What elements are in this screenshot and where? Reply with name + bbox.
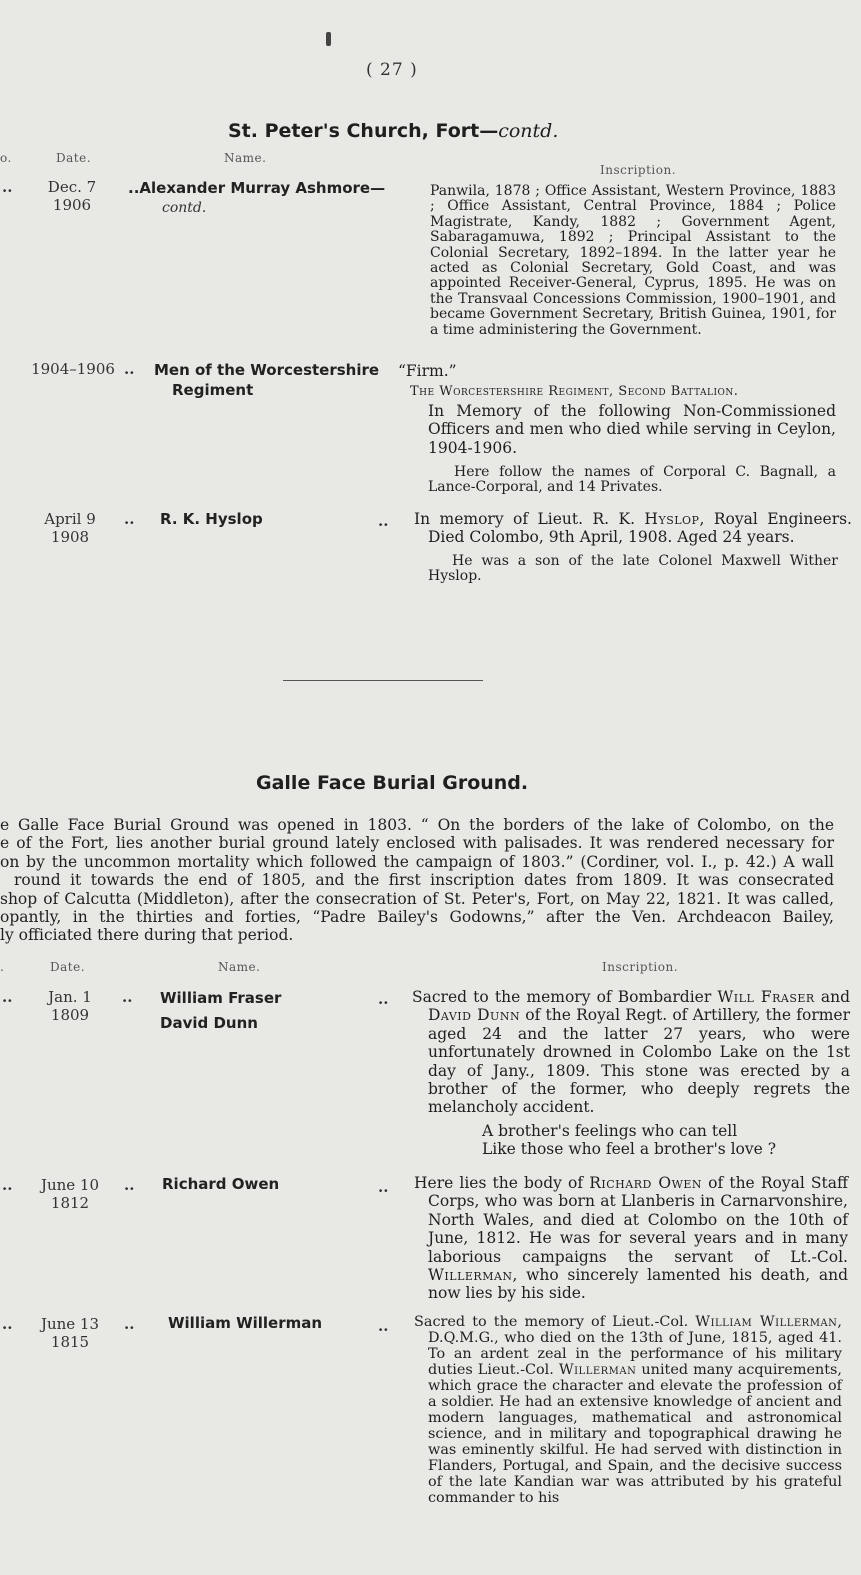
inscription-note: Here follow the names of Corporal C. Bagnall, a Lance-Corporal, and 14 Privates. [428,464,836,496]
entry-name: R. K. Hyslop [160,510,263,528]
entry-name: William Fraser David Dunn [160,989,282,1032]
inscription-text: In memory of Lieut. R. K. Hyslop, Royal Engineers. Died Colombo, 9th April, 1908. Aged 24 years. [414,510,852,547]
row-dots: .. [122,988,133,1006]
entry-date: Jan. 1 1809 [48,988,92,1024]
col-header-name: Name. [224,151,267,165]
section-intro: e Galle Face Burial Ground was opened in 1803. “ On the borders of the lake of Colombo, on the e of the Fort, lies another burial ground lately enclosed with palisades. It was rendered necessary for on by the uncommon mortality which followed the campaign of 1803.” (Cordiner, vol. I., p. 42.) A wall round it towards the end of 1805, and the first inscription dates from 1809. It was consecrated shop of Calcutta (Middleton), after the consecration of St. Peter's, Fort, on May 22, 1821. It was called, opantly, in the thirties and forties, “Padre Bailey's Godowns,” after the Ven. Archdeacon Bailey, ly officiated there during that period. [0,816,834,945]
row-dots: .. [378,1178,389,1196]
inscription-text: In Memory of the following Non-Commissioned Officers and men who died while serving in Ceylon, 1904-1906. [428,402,836,457]
col-header-no: . [0,960,5,974]
row-dots: .. [2,1176,13,1194]
entry-date: 1904–1906 [31,360,115,378]
row-dots: .. [378,512,389,530]
section-title-st-peters: St. Peter's Church, Fort—contd. [228,120,559,142]
inscription-heading: The Worcestershire Regiment, Second Battalion. [410,384,739,399]
row-dots: .. [124,360,135,378]
col-header-date: Date. [50,960,86,974]
row-dots: .. [124,1315,135,1333]
section-divider [283,680,483,681]
page-number: ( 27 ) [366,60,418,80]
entry-name: William Willerman [168,1314,323,1332]
inscription-note: He was a son of the late Colonel Maxwell Wither Hyslop. [428,553,838,585]
inscription-text: Here lies the body of Richard Owen of the Royal Staff Corps, who was born at Llanberis in Carnarvonshire, North Wales, and died at Colombo on the 10th of June, 1812. He was for several years and in many laborious campaigns the servant of Lt.-Col. Willerman, who sincerely lamented his death, and now lies by his side. [414,1174,848,1303]
col-header-inscription: Inscription. [602,960,679,974]
col-header-no: o. [0,151,12,165]
section-title-galle-face: Galle Face Burial Ground. [256,772,529,794]
row-dots: .. [124,1176,135,1194]
inscription-quote: “Firm.” [398,362,457,380]
inscription-text: Sacred to the memory of Bombardier Will Fraser and David Dunn of the Royal Regt. of Artillery, the former aged 24 and the latter 27 years, who were unfortunately drowned in Colombo Lake on the 1st day of Jany., 1809. This stone was erected by a brother of the former, who deeply regrets the melancholy accident. [412,988,851,1117]
row-dots: .. [2,988,13,1006]
inscription-text: Sacred to the memory of Lieut.-Col. William Willerman, D.Q.M.G., who died on the 13th of June, 1815, aged 41. To an ardent zeal in the performance of his military duties Lieut.-Col. Willerman united many acquirements, which grace the character and elevate the profession of a soldier. He had an extensive knowledge of ancient and modern languages, mathematical and astronomical science, and in military and topographical drawing he was eminently skilful. He had served with distinction in Flanders, Portugal, and Spain, and the decisive success of the late Kandian war was attributed by his grateful commander to his [414,1314,842,1506]
entry-name: Men of the Worcestershire Regiment [154,361,380,399]
entry-name: Richard Owen [162,1175,280,1193]
col-header-date: Date. [56,151,92,165]
row-dots: .. [124,510,135,528]
col-header-name: Name. [218,960,261,974]
inscription-text: Panwila, 1878 ; Office Assistant, Western Province, 1883 ; Office Assistant, Central Province, 1884 ; Police Magistrate, Kandy, 1882 ; Government Agent, Sabaragamuwa, 1892 ; Principal Assistant to the Colonial Secretary, 1892–1894. In the latter year he acted as Colonial Secretary, Gold Coast, and was appointed Receiver-General, Cyprus, 1895. He was on the Transvaal Concessions Commission, 1900–1901, and became Government Secretary, British Guinea, 1901, for a time administering the Government. [430,183,836,338]
row-dots: .. [2,178,13,196]
row-dots: .. [378,1317,389,1335]
col-header-inscription: Inscription. [600,163,677,177]
entry-date: Dec. 7 1906 [47,178,97,214]
row-dots: .. [378,990,389,1008]
entry-date: April 9 1908 [44,510,96,546]
entry-name: ..Alexander Murray Ashmore— contd. [128,179,386,216]
entry-date: June 10 1812 [40,1176,100,1212]
row-dots: .. [2,1315,13,1333]
entry-date: June 13 1815 [40,1315,100,1351]
inscription-verse: A brother's feelings who can tell Like those who feel a brother's love ? [482,1122,777,1159]
ink-mark [326,32,331,46]
